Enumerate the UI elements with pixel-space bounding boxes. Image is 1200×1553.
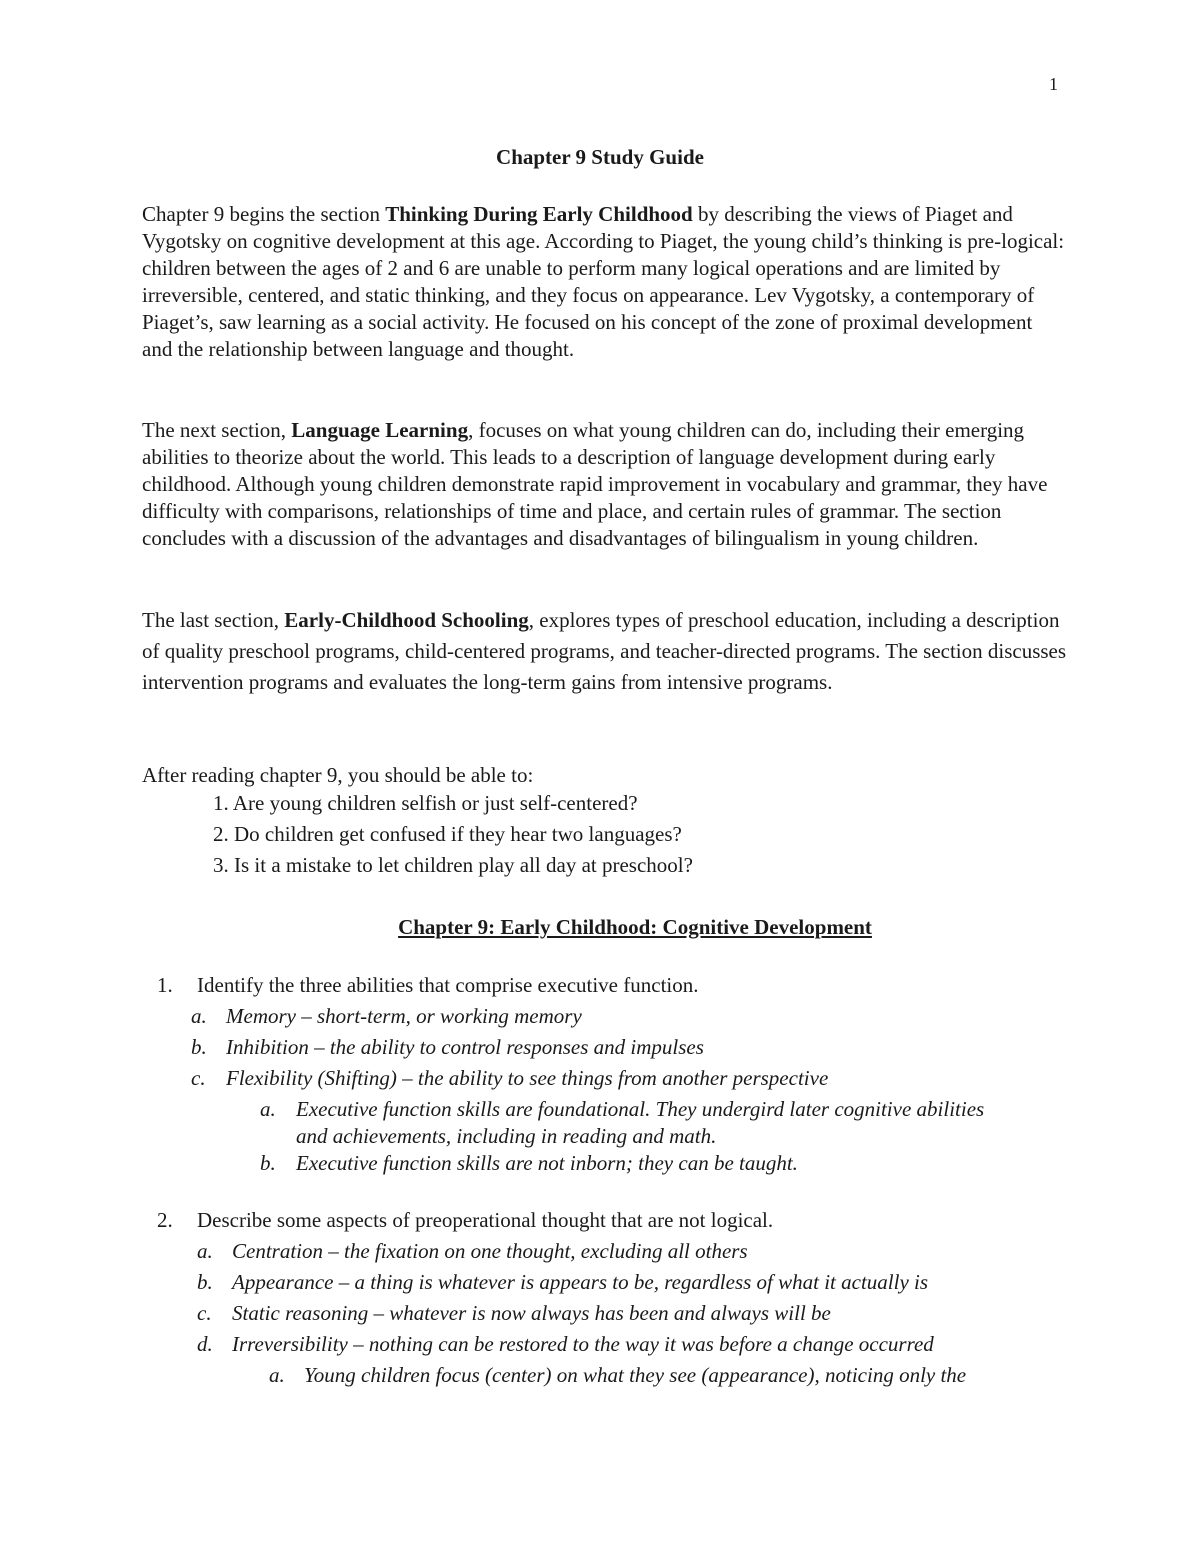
question: 2. Describe some aspects of preoperational thought that are not logical.	[157, 1208, 774, 1232]
answer-note: a. Young children focus (center) on what they see (appearance), noticing only the	[269, 1363, 967, 1387]
intro-paragraph-language: The next section, Language Learning, focuses on what young children can do, including their emerging abilities to theorize about the world. This leads to a description of language development during early childhood. Although young children demonstrate rapid improvement in vocabulary and grammar, they have difficulty with comparisons, relationships of time and place, and certain rules of grammar. The section concludes with a discussion of the advantages and disadvantages of bilingualism in young children.	[142, 418, 1048, 550]
answer-item: d. Irreversibility – nothing can be restored to the way it was before a change occurred	[197, 1332, 934, 1356]
section-heading: Chapter 9: Early Childhood: Cognitive Development	[398, 915, 872, 939]
section-name-thinking: Thinking During Early Childhood	[385, 202, 693, 226]
learning-goal: 1. Are young children selfish or just self-centered?	[213, 791, 638, 815]
answer-item: c. Flexibility (Shifting) – the ability to see things from another perspective	[191, 1066, 829, 1090]
page-number: 1	[1049, 74, 1058, 94]
page-title: Chapter 9 Study Guide	[496, 145, 704, 169]
answer-note: b. Executive function skills are not inborn; they can be taught.	[260, 1151, 798, 1175]
answer-item: a. Centration – the fixation on one thought, excluding all others	[197, 1239, 748, 1263]
answer-item: b. Appearance – a thing is whatever is appears to be, regardless of what it actually is	[197, 1270, 929, 1294]
section-name-schooling: Early-Childhood Schooling	[284, 608, 529, 632]
answer-item: c. Static reasoning – whatever is now always has been and always will be	[197, 1301, 831, 1325]
answer-note: a. Executive function skills are foundational. They undergird later cognitive abilities and achievements, including in reading and math.	[260, 1097, 985, 1148]
learning-goals-intro: After reading chapter 9, you should be able to:	[142, 763, 534, 787]
intro-paragraph-thinking: Chapter 9 begins the section Thinking During Early Childhood by describing the views of Piaget and Vygotsky on cognitive development at this age. According to Piaget, the young child’s thinking is pre-logical: children between the ages of 2 and 6 are unable to perform many logical operations and are limited by irreversible, centered, and static thinking, and they focus on appearance. Lev Vygotsky, a contemporary of Piaget’s, saw learning as a social activity. He focused on his concept of the zone of proximal development and the relationship between language and thought.	[142, 202, 1065, 361]
answer-item: a. Memory – short-term, or working memory	[191, 1004, 582, 1028]
question: 1. Identify the three abilities that comprise executive function.	[157, 973, 699, 997]
learning-goal: 2. Do children get confused if they hear two languages?	[213, 822, 682, 846]
learning-goal: 3. Is it a mistake to let children play all day at preschool?	[213, 853, 693, 877]
intro-paragraph-schooling: The last section, Early-Childhood Schooling, explores types of preschool education, including a description of quality preschool programs, child-centered programs, and teacher-directed programs. The section discusses intervention programs and evaluates the long-term gains from intensive programs.	[142, 608, 1067, 694]
answer-item: b. Inhibition – the ability to control responses and impulses	[191, 1035, 704, 1059]
section-name-language: Language Learning	[291, 418, 469, 442]
